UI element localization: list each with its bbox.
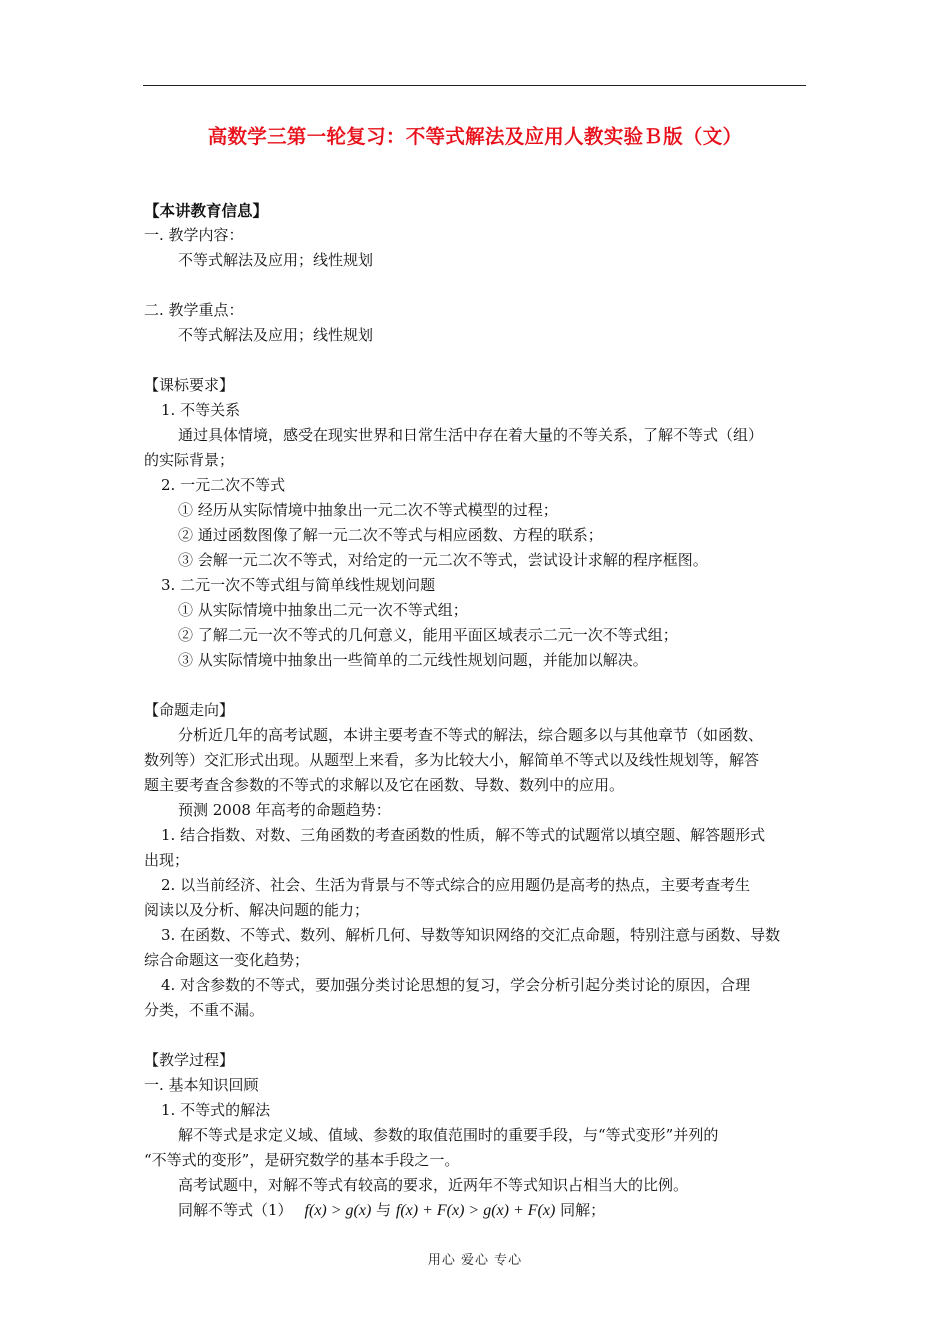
teaching-focus-label: 二. 教学重点： [144,301,244,319]
standard-item-2-c: ③ 会解一元二次不等式，对给定的一元二次不等式，尝试设计求解的程序框图。 [178,551,708,569]
standard-item-2-a: ① 经历从实际情境中抽象出一元二次不等式模型的过程； [178,501,558,519]
page-footer: 用心 爱心 专心 [427,1253,523,1268]
standard-item-3-c: ③ 从实际情境中抽象出一些简单的二元线性规划问题，并能加以解决。 [178,651,648,669]
section-heading-info: 【本讲教育信息】 [144,201,269,220]
standard-item-1-text: 通过具体情境，感受在现实世界和日常生活中存在着大量的不等关系，了解不等式（组） [178,426,764,444]
inequality-2: f(x) + F(x) > g(x) + F(x) [395,1202,556,1219]
trend-item-3: 3. 在函数、不等式、数列、解析几何、导数等知识网络的交汇点命题，特别注意与函数、导数 [161,926,781,944]
header-rule [143,85,806,86]
trend-paragraph-1-cont: 数列等）交汇形式出现。从题型上来看，多为比较大小，解简单不等式以及线性规划等，解答 [144,751,760,769]
trend-item-2: 2. 以当前经济、社会、生活为背景与不等式综合的应用题仍是高考的热点，主要考查考生 [161,876,751,894]
trend-paragraph-1-cont2: 题主要考查含参数的不等式的求解以及它在函数、导数、数列中的应用。 [144,776,625,794]
process-paragraph-3 [144,1198,806,1223]
section-heading-process: 【教学过程】 [144,1051,235,1069]
document-title: 高数学三第一轮复习：不等式解法及应用人教实验Ｂ版（文） [207,125,743,148]
standard-item-1-title: 1. 不等关系 [161,401,241,419]
section-heading-standards: 【课标要求】 [144,376,235,394]
trend-paragraph-1: 分析近几年的高考试题，本讲主要考查不等式的解法，综合题多以与其他章节（如函数、 [178,726,764,744]
trend-item-4-cont: 分类，不重不漏。 [144,1001,265,1019]
trend-item-2-cont: 阅读以及分析、解决问题的能力； [144,901,370,919]
standard-item-3-title: 3. 二元一次不等式组与简单线性规划问题 [161,576,436,594]
process-subheading-1: 一. 基本知识回顾 [144,1076,259,1094]
teaching-content-label: 一. 教学内容： [144,226,244,244]
standard-item-2-title: 2. 一元二次不等式 [161,476,286,494]
standard-item-3-a: ① 从实际情境中抽象出二元一次不等式组； [178,601,468,619]
process-paragraph-3-suffix: 同解； [560,1201,606,1219]
process-item-1-title: 1. 不等式的解法 [161,1101,271,1119]
process-paragraph-3-prefix: 同解不等式（1） [178,1201,293,1219]
trend-paragraph-2: 预测 2008 年高考的命题趋势： [178,801,391,819]
standard-item-2-b: ② 通过函数图像了解一元二次不等式与相应函数、方程的联系； [178,526,603,544]
process-paragraph-1-cont: “不等式的变形”，是研究数学的基本手段之一。 [144,1151,460,1169]
process-paragraph-3-mid: 与 [376,1201,392,1219]
process-paragraph-2: 高考试题中，对解不等式有较高的要求，近两年不等式知识占相当大的比例。 [178,1176,689,1194]
section-heading-trend: 【命题走向】 [144,701,235,719]
standard-item-1-text-cont: 的实际背景； [144,451,235,469]
teaching-focus-text: 不等式解法及应用；线性规划 [178,326,374,344]
trend-item-3-cont: 综合命题这一变化趋势； [144,951,310,969]
trend-item-4: 4. 对含参数的不等式，要加强分类讨论思想的复习，学会分析引起分类讨论的原因，合理 [161,976,751,994]
trend-item-1-cont: 出现； [144,851,190,869]
process-paragraph-1: 解不等式是求定义域、值域、参数的取值范围时的重要手段，与“等式变形”并列的 [178,1126,719,1144]
document-body [144,198,806,1223]
inequality-1: f(x) > g(x) [304,1202,372,1219]
trend-item-1: 1. 结合指数、对数、三角函数的考查函数的性质，解不等式的试题常以填空题、解答题形式 [161,826,766,844]
teaching-content-text: 不等式解法及应用；线性规划 [178,251,374,269]
standard-item-3-b: ② 了解二元一次不等式的几何意义，能用平面区域表示二元一次不等式组； [178,626,678,644]
